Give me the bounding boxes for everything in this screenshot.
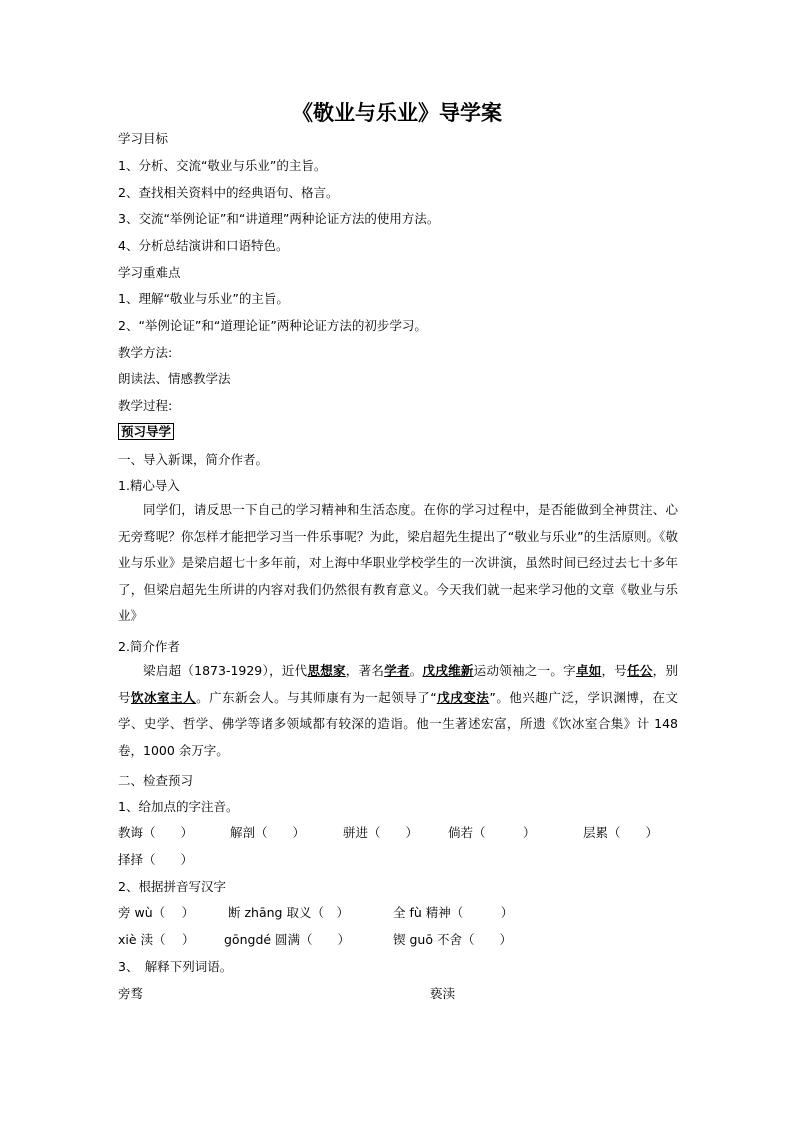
page-title: 《敬业与乐业》导学案 [292, 100, 502, 125]
emphasis-term: 任公 [627, 663, 653, 678]
hanzi-item: 旁 wù（ ） [118, 905, 195, 920]
process-heading: 教学过程: [118, 398, 173, 413]
method-text: 朗读法、情感教学法 [118, 371, 231, 386]
goal-item: 3、交流“举例论证”和“讲道理”两种论证方法的使用方法。 [118, 211, 440, 226]
emphasis-term: 戊戌维新 [422, 663, 474, 678]
hanzi-item: 全 fù 精神（ ） [393, 905, 514, 920]
key-point: 1、理解“敬业与乐业”的主旨。 [118, 291, 289, 306]
text-run: ，号 [601, 663, 628, 678]
sub-heading: 1.精心导入 [118, 478, 180, 493]
goal-item: 1、分析、交流“敬业与乐业”的主旨。 [118, 158, 327, 173]
preview-box [118, 423, 174, 441]
pinyin-item: 倘若（ ） [448, 825, 536, 840]
hanzi-item: xiè 渎（ ） [118, 932, 195, 947]
emphasis-term: 卓如 [575, 663, 602, 678]
boxed-label: 预习导学 [118, 423, 174, 440]
emphasis-term: 戊戌变法 [436, 689, 490, 705]
text-run: ”。他兴趣广泛，学识渊博，在文学、史学、哲学、佛学等诸多领域都有较深的造诣。他一生著述宏富，所遗《饮冰室合集》计 148 卷，1000 余万字。 [118, 689, 678, 758]
question-heading: 1、给加点的字注音。 [118, 799, 239, 814]
term-label: 亵渎 [430, 986, 456, 1001]
pinyin-item: 层累（ ） [583, 825, 659, 840]
text-run: ，别号 [118, 663, 678, 705]
author-paragraph [118, 658, 678, 764]
question-heading: 2、根据拼音写汉字 [118, 879, 226, 894]
section-heading: 一、导入新课，简介作者。 [118, 452, 269, 467]
text-run: 梁启超（1873-1929），近代 [143, 663, 308, 678]
hanzi-item: 断 zhāng 取义（ ） [228, 905, 349, 920]
goal-item: 4、分析总结演讲和口语特色。 [118, 238, 289, 253]
text-run: 。广东新会人。与其师康有为一起领导了“ [196, 689, 437, 705]
pinyin-item: 择择（ ） [118, 852, 194, 867]
method-heading: 教学方法: [118, 345, 173, 360]
emphasis-term: 学者 [384, 663, 410, 678]
pinyin-item: 教诲（ ） [118, 825, 194, 840]
section-heading: 二、检查预习 [118, 773, 194, 788]
goal-item: 2、查找相关资料中的经典语句、格言。 [118, 185, 339, 200]
key-point: 2、“举例论证”和“道理论证”两种论证方法的初步学习。 [118, 318, 427, 333]
pinyin-item: 解剖（ ） [230, 825, 306, 840]
term-label: 旁骛 [118, 986, 144, 1001]
sub-heading: 2.简介作者 [118, 639, 180, 654]
text-run: ，著名 [345, 663, 385, 678]
text-run: 。 [409, 663, 423, 678]
emphasis-term: 饮冰室主人 [131, 689, 197, 705]
intro-paragraph: 同学们，请反思一下自己的学习精神和生活态度。在你的学习过程中，是否能做到全神贯注、心无旁骛呢？你怎样才能把学习当一件乐事呢？为此，梁启超先生提出了“敬业与乐业”的生活原则。《敬业与乐业》是梁启超七十多年前，对上海中华职业学校学生的一次讲演，虽然时间已经过去七十多年了，但梁启超先生所讲的内容对我们仍然很有教育意义。今天我们就一起来学习他的文章《敬业与乐业》 [118, 502, 678, 623]
emphasis-term: 思想家 [307, 663, 346, 678]
hanzi-item: gōngdé 圆满（ ） [224, 932, 351, 947]
hanzi-item: 锲 guō 不舍（ ） [393, 932, 512, 947]
text-run: 运动领袖之一。字 [473, 663, 576, 678]
key-heading: 学习重难点 [118, 265, 181, 280]
question-heading: 3、 解释下列词语。 [118, 959, 233, 974]
pinyin-item: 骈进（ ） [343, 825, 419, 840]
goals-heading: 学习目标 [118, 131, 169, 146]
